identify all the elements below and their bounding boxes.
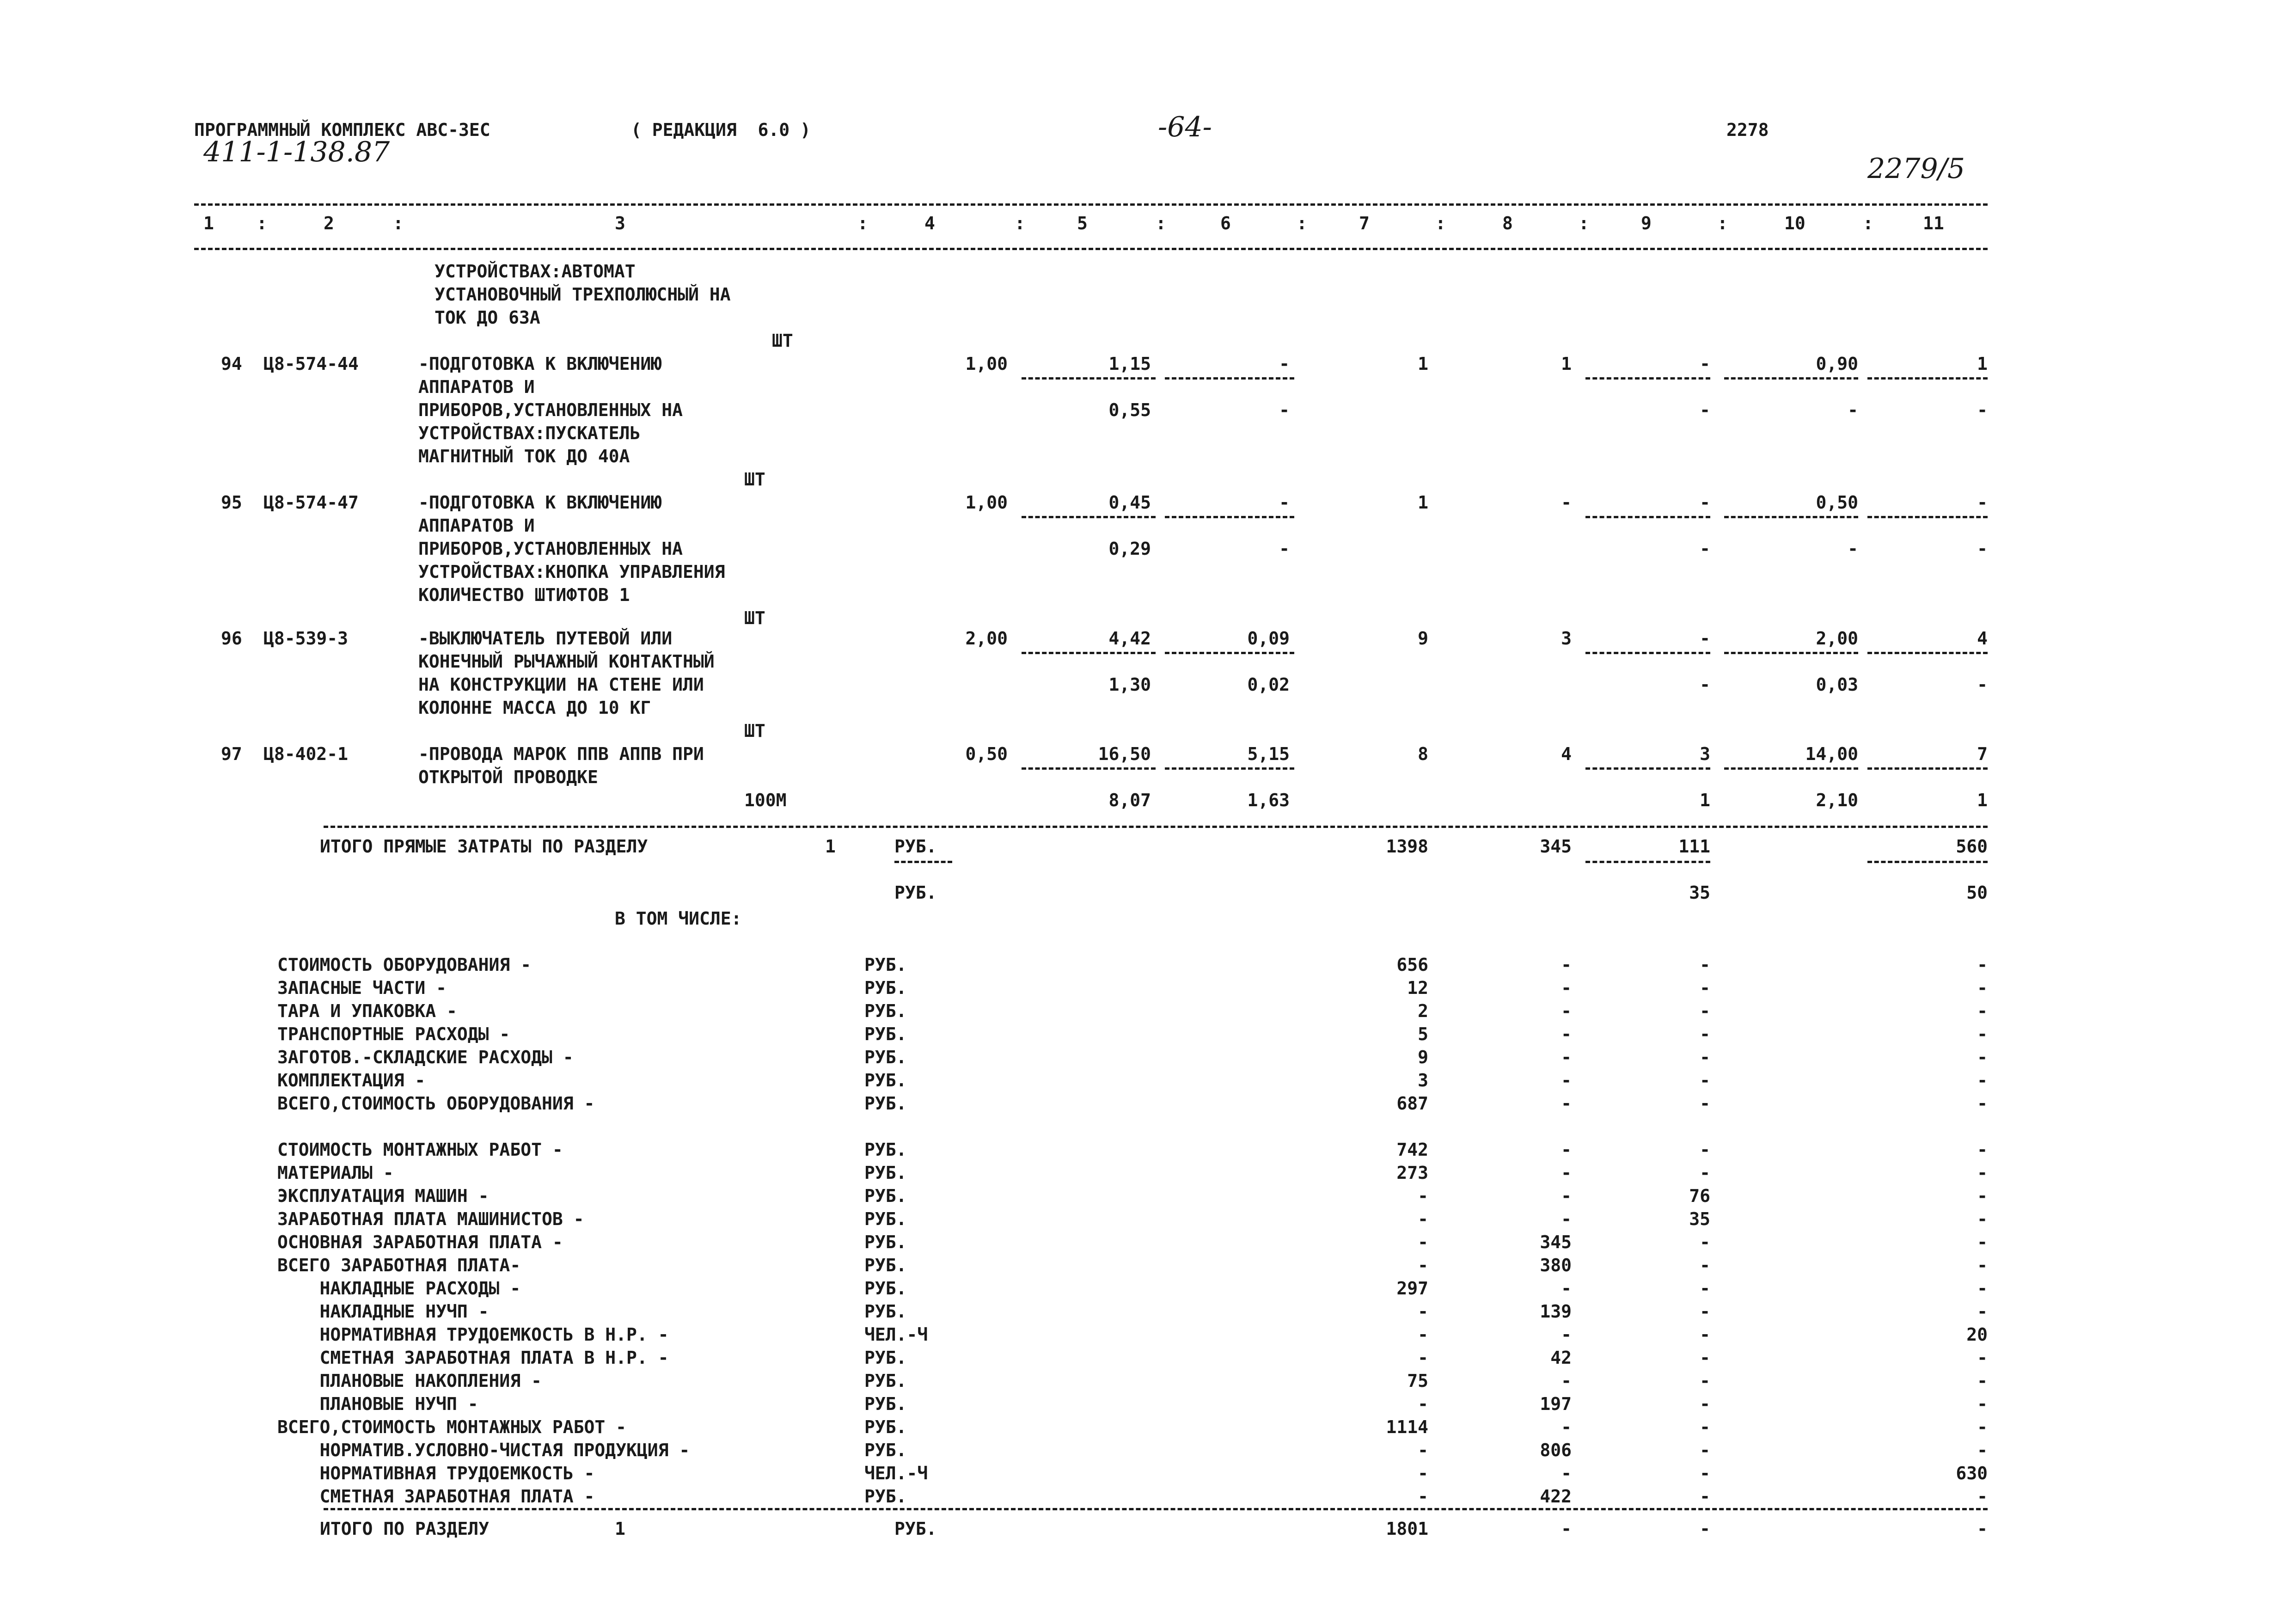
section-total-unit: РУБ.	[894, 882, 937, 903]
breakdown-c7: 5	[1418, 1024, 1428, 1044]
breakdown-c9: -	[1700, 1278, 1710, 1299]
breakdown-c7: 273	[1396, 1163, 1428, 1183]
breakdown-label: ВСЕГО ЗАРАБОТНАЯ ПЛАТА-	[277, 1255, 521, 1275]
breakdown-unit: ЧЕЛ.-Ч	[864, 1324, 928, 1345]
item-number: 96	[221, 628, 242, 649]
breakdown-c9: 35	[1689, 1209, 1710, 1229]
item-c7: 9	[1418, 628, 1428, 649]
breakdown-c7: -	[1418, 1232, 1428, 1252]
breakdown-c8: -	[1561, 1463, 1572, 1483]
breakdown-label: СМЕТНАЯ ЗАРАБОТНАЯ ПЛАТА -	[277, 1486, 595, 1507]
section-total-c9b: 35	[1689, 882, 1710, 903]
sheet-number: 2278	[1726, 120, 1769, 140]
breakdown-c8: 806	[1540, 1440, 1572, 1460]
column-separator: :	[1297, 213, 1307, 233]
sub-rule	[1585, 767, 1710, 770]
breakdown-c8: -	[1561, 1070, 1572, 1091]
item-c6b: 0,02	[1247, 674, 1290, 695]
breakdown-label: МАТЕРИАЛЫ -	[277, 1163, 394, 1183]
item-description-line: АППАРАТОВ И	[418, 515, 535, 536]
breakdown-c8: -	[1561, 955, 1572, 975]
section-total-rule	[324, 826, 1988, 828]
sub-rule	[1022, 377, 1156, 380]
breakdown-c8: -	[1561, 1093, 1572, 1114]
item-c11: 7	[1977, 744, 1988, 764]
item-description-line: КОЛИЧЕСТВО ШТИФТОВ 1	[418, 585, 630, 605]
sub-rule	[894, 861, 952, 863]
item-c10: 0,90	[1816, 354, 1858, 374]
section-total-c11: 560	[1956, 836, 1988, 857]
sub-rule	[1867, 767, 1988, 770]
item-c10: 0,50	[1816, 492, 1858, 513]
breakdown-c9: -	[1700, 1371, 1710, 1391]
item-description-line: ПРИБОРОВ,УСТАНОВЛЕННЫХ НА	[418, 400, 683, 420]
breakdown-c8: 139	[1540, 1301, 1572, 1322]
breakdown-c11: -	[1977, 1417, 1988, 1437]
breakdown-unit: РУБ.	[864, 1486, 907, 1507]
column-header-9: 9	[1641, 213, 1652, 233]
breakdown-c11: -	[1977, 1024, 1988, 1044]
breakdown-c11: -	[1977, 1186, 1988, 1206]
item-c10b: -	[1848, 400, 1858, 420]
item-description-line: ОТКРЫТОЙ ПРОВОДКЕ	[418, 767, 598, 787]
breakdown-unit: ЧЕЛ.-Ч	[864, 1463, 928, 1483]
breakdown-c11: 630	[1956, 1463, 1988, 1483]
section-total-label: ИТОГО ПРЯМЫЕ ЗАТРАТЫ ПО РАЗДЕЛУ	[320, 836, 648, 857]
item-c9: -	[1700, 492, 1710, 513]
item-c10b: 2,10	[1816, 790, 1858, 810]
item-description-line: КОНЕЧНЫЙ РЫЧАЖНЫЙ КОНТАКТНЫЙ	[418, 651, 715, 672]
breakdown-label: ЗАРАБОТНАЯ ПЛАТА МАШИНИСТОВ -	[277, 1209, 584, 1229]
sub-rule	[1165, 767, 1294, 770]
sub-rule	[1165, 516, 1294, 518]
program-title: ПРОГРАММНЫЙ КОМПЛЕКС АВС-3ЕС	[194, 120, 490, 140]
breakdown-c7: -	[1418, 1301, 1428, 1322]
section-total-c7: 1398	[1386, 836, 1428, 857]
item-c11b: -	[1977, 400, 1988, 420]
breakdown-c11: -	[1977, 1163, 1988, 1183]
breakdown-c7: 2	[1418, 1001, 1428, 1021]
breakdown-label: КОМПЛЕКТАЦИЯ -	[277, 1070, 426, 1091]
breakdown-unit: РУБ.	[864, 1255, 907, 1275]
column-separator: :	[1435, 213, 1446, 233]
item-c9: -	[1700, 628, 1710, 649]
sub-rule	[1585, 861, 1710, 863]
column-header-6: 6	[1220, 213, 1231, 233]
breakdown-c11: -	[1977, 1070, 1988, 1091]
breakdown-c9: 76	[1689, 1186, 1710, 1206]
item-description-line: КОЛОННЕ МАССА ДО 10 КГ	[418, 698, 651, 718]
item-c10: 14,00	[1805, 744, 1858, 764]
item-c6b: 1,63	[1247, 790, 1290, 810]
final-total-unit: РУБ.	[894, 1519, 937, 1539]
final-total-c9: -	[1700, 1519, 1710, 1539]
breakdown-c11: -	[1977, 1232, 1988, 1252]
item-c5: 0,45	[1108, 492, 1151, 513]
sub-rule	[1724, 377, 1858, 380]
item-c5: 4,42	[1108, 628, 1151, 649]
item-c11: 4	[1977, 628, 1988, 649]
item-c10b: 0,03	[1816, 674, 1858, 695]
breakdown-unit: РУБ.	[864, 1371, 907, 1391]
breakdown-label: СТОИМОСТЬ ОБОРУДОВАНИЯ -	[277, 955, 532, 975]
breakdown-c8: -	[1561, 978, 1572, 998]
breakdown-label: ВСЕГО,СТОИМОСТЬ МОНТАЖНЫХ РАБОТ -	[277, 1417, 626, 1437]
breakdown-c9: -	[1700, 1463, 1710, 1483]
breakdown-label: ТАРА И УПАКОВКА -	[277, 1001, 457, 1021]
item-code: Ц8-539-3	[263, 628, 349, 649]
item-number: 95	[221, 492, 242, 513]
item-c11b: -	[1977, 539, 1988, 559]
item-c5b: 0,55	[1108, 400, 1151, 420]
breakdown-c8: 197	[1540, 1394, 1572, 1414]
sub-rule	[1867, 377, 1988, 380]
item-c8: -	[1561, 492, 1572, 513]
breakdown-c7: 3	[1418, 1070, 1428, 1091]
breakdown-c8: 345	[1540, 1232, 1572, 1252]
edition-label: ( РЕДАКЦИЯ 6.0 )	[631, 120, 811, 140]
breakdown-c7: -	[1418, 1209, 1428, 1229]
breakdown-c7: -	[1418, 1348, 1428, 1368]
breakdown-c9: -	[1700, 1024, 1710, 1044]
breakdown-unit: РУБ.	[864, 1232, 907, 1252]
item-c6: -	[1279, 492, 1290, 513]
breakdown-label: ВСЕГО,СТОИМОСТЬ ОБОРУДОВАНИЯ -	[277, 1093, 595, 1114]
final-total-rule	[324, 1508, 1988, 1510]
sub-rule	[1585, 516, 1710, 518]
item-description-line: ПРИБОРОВ,УСТАНОВЛЕННЫХ НА	[418, 539, 683, 559]
breakdown-c8: -	[1561, 1047, 1572, 1067]
breakdown-c11: -	[1977, 1093, 1988, 1114]
breakdown-c11: -	[1977, 1140, 1988, 1160]
item-code: Ц8-574-44	[263, 354, 359, 374]
item-c6: 0,09	[1247, 628, 1290, 649]
breakdown-c8: 422	[1540, 1486, 1572, 1507]
breakdown-c8: -	[1561, 1417, 1572, 1437]
column-header-2: 2	[324, 213, 334, 233]
section-total-c9: 111	[1678, 836, 1710, 857]
breakdown-unit: РУБ.	[864, 1047, 907, 1067]
sub-rule	[1022, 767, 1156, 770]
breakdown-c9: -	[1700, 1047, 1710, 1067]
breakdown-label: НАКЛАДНЫЕ РАСХОДЫ -	[277, 1278, 521, 1299]
column-separator: :	[1579, 213, 1589, 233]
breakdown-c8: -	[1561, 1209, 1572, 1229]
breakdown-label: ЭКСПЛУАТАЦИЯ МАШИН -	[277, 1186, 489, 1206]
column-header-1: 1	[203, 213, 214, 233]
column-separator: :	[857, 213, 868, 233]
breakdown-unit: РУБ.	[864, 1070, 907, 1091]
sub-rule	[1022, 516, 1156, 518]
column-header-5: 5	[1077, 213, 1088, 233]
lead-description-line: УСТАНОВОЧНЫЙ ТРЕХПОЛЮСНЫЙ НА	[435, 284, 731, 305]
item-number: 94	[221, 354, 242, 374]
item-c4: 2,00	[965, 628, 1008, 649]
breakdown-c7: -	[1418, 1440, 1428, 1460]
breakdown-c9: -	[1700, 1486, 1710, 1507]
breakdown-c9: -	[1700, 1070, 1710, 1091]
item-c6b: -	[1279, 400, 1290, 420]
item-c9: -	[1700, 354, 1710, 374]
item-c6b: -	[1279, 539, 1290, 559]
column-separator: :	[393, 213, 404, 233]
breakdown-c7: -	[1418, 1324, 1428, 1345]
breakdown-label: ТРАНСПОРТНЫЕ РАСХОДЫ -	[277, 1024, 510, 1044]
breakdown-c8: -	[1561, 1278, 1572, 1299]
column-header-7: 7	[1359, 213, 1370, 233]
breakdown-label: НОРМАТИВНАЯ ТРУДОЕМКОСТЬ В Н.Р. -	[277, 1324, 669, 1345]
final-total-c11: -	[1977, 1519, 1988, 1539]
item-c8: 4	[1561, 744, 1572, 764]
breakdown-c11: -	[1977, 1278, 1988, 1299]
breakdown-unit: РУБ.	[864, 1209, 907, 1229]
item-description-line: -ПОДГОТОВКА К ВКЛЮЧЕНИЮ	[418, 492, 662, 513]
breakdown-c9: -	[1700, 1093, 1710, 1114]
breakdown-c8: -	[1561, 1140, 1572, 1160]
section-total-unit: РУБ.	[894, 836, 937, 857]
section-number: 1	[825, 836, 836, 857]
breakdown-c7: 9	[1418, 1047, 1428, 1067]
column-header-11: 11	[1923, 213, 1944, 233]
item-c9b: -	[1700, 674, 1710, 695]
item-c6: 5,15	[1247, 744, 1290, 764]
item-description-line: -ВЫКЛЮЧАТЕЛЬ ПУТЕВОЙ ИЛИ	[418, 628, 673, 649]
breakdown-c8: -	[1561, 1371, 1572, 1391]
breakdown-unit: РУБ.	[864, 978, 907, 998]
breakdown-c7: -	[1418, 1255, 1428, 1275]
breakdown-unit: РУБ.	[864, 1001, 907, 1021]
item-code: Ц8-574-47	[263, 492, 359, 513]
item-c11: -	[1977, 492, 1988, 513]
breakdown-unit: РУБ.	[864, 1163, 907, 1183]
item-unit: ШТ	[744, 469, 765, 490]
breakdown-label: НОРМАТИВНАЯ ТРУДОЕМКОСТЬ -	[277, 1463, 595, 1483]
breakdown-unit: РУБ.	[864, 955, 907, 975]
breakdown-c9: -	[1700, 1232, 1710, 1252]
item-c11: 1	[1977, 354, 1988, 374]
breakdown-c7: -	[1418, 1463, 1428, 1483]
item-c5b: 8,07	[1108, 790, 1151, 810]
item-c10b: -	[1848, 539, 1858, 559]
breakdown-c11: -	[1977, 1371, 1988, 1391]
item-c9: 3	[1700, 744, 1710, 764]
breakdown-label: ЗАПАСНЫЕ ЧАСТИ -	[277, 978, 447, 998]
item-c9b: -	[1700, 400, 1710, 420]
column-separator: :	[1863, 213, 1873, 233]
breakdown-c7: -	[1418, 1486, 1428, 1507]
breakdown-c8: -	[1561, 1163, 1572, 1183]
item-c5: 16,50	[1098, 744, 1151, 764]
breakdown-c9: -	[1700, 1140, 1710, 1160]
breakdown-c9: -	[1700, 1440, 1710, 1460]
item-c5b: 1,30	[1108, 674, 1151, 695]
breakdown-label: ПЛАНОВЫЕ НАКОПЛЕНИЯ -	[277, 1371, 542, 1391]
breakdown-label: НАКЛАДНЫЕ НУЧП -	[277, 1301, 489, 1322]
section-total-c11b: 50	[1966, 882, 1988, 903]
breakdown-c8: 380	[1540, 1255, 1572, 1275]
column-separator: :	[1717, 213, 1728, 233]
item-description-line: МАГНИТНЫЙ ТОК ДО 40А	[418, 446, 630, 466]
column-header-8: 8	[1502, 213, 1513, 233]
header-bottom-rule	[194, 248, 1988, 250]
breakdown-c8: -	[1561, 1001, 1572, 1021]
final-total-label: ИТОГО ПО РАЗДЕЛУ	[320, 1519, 490, 1539]
breakdown-unit: РУБ.	[864, 1186, 907, 1206]
breakdown-c11: -	[1977, 1001, 1988, 1021]
item-number: 97	[221, 744, 242, 764]
item-c9b: 1	[1700, 790, 1710, 810]
sub-rule	[1724, 652, 1858, 654]
breakdown-c11: -	[1977, 1348, 1988, 1368]
item-description-line: НА КОНСТРУКЦИИ НА СТЕНЕ ИЛИ	[418, 674, 704, 695]
column-separator: :	[1015, 213, 1025, 233]
item-c7: 1	[1418, 492, 1428, 513]
item-c7: 1	[1418, 354, 1428, 374]
breakdown-label: СМЕТНАЯ ЗАРАБОТНАЯ ПЛАТА В Н.Р. -	[277, 1348, 669, 1368]
breakdown-unit: РУБ.	[864, 1301, 907, 1322]
breakdown-c9: -	[1700, 978, 1710, 998]
breakdown-c9: -	[1700, 1255, 1710, 1275]
project-code: 411-1-138.87	[203, 136, 390, 168]
breakdown-c7: 742	[1396, 1140, 1428, 1160]
item-c7: 8	[1418, 744, 1428, 764]
breakdown-label: ПЛАНОВЫЕ НУЧП -	[277, 1394, 478, 1414]
item-c4: 0,50	[965, 744, 1008, 764]
item-c8: 1	[1561, 354, 1572, 374]
breakdown-c7: 1114	[1386, 1417, 1428, 1437]
breakdown-c8: 42	[1550, 1348, 1572, 1368]
item-c8: 3	[1561, 628, 1572, 649]
breakdown-c11: -	[1977, 1255, 1988, 1275]
breakdown-c7: -	[1418, 1186, 1428, 1206]
breakdown-unit: РУБ.	[864, 1140, 907, 1160]
item-c5b: 0,29	[1108, 539, 1151, 559]
breakdown-c11: -	[1977, 1209, 1988, 1229]
item-c6: -	[1279, 354, 1290, 374]
lead-description-line: УСТРОЙСТВАХ:АВТОМАТ	[435, 261, 636, 282]
item-description-line: УСТРОЙСТВАХ:ПУСКАТЕЛЬ	[418, 423, 641, 443]
sub-rule	[1165, 652, 1294, 654]
breakdown-c9: -	[1700, 1394, 1710, 1414]
breakdown-c8: -	[1561, 1186, 1572, 1206]
item-c10: 2,00	[1816, 628, 1858, 649]
column-header-10: 10	[1784, 213, 1805, 233]
breakdown-unit: РУБ.	[864, 1093, 907, 1114]
sub-rule	[1724, 516, 1858, 518]
sub-rule	[1867, 652, 1988, 654]
item-c4: 1,00	[965, 354, 1008, 374]
breakdown-c8: -	[1561, 1024, 1572, 1044]
breakdown-c9: -	[1700, 1324, 1710, 1345]
breakdown-c11: -	[1977, 1301, 1988, 1322]
column-header-4: 4	[924, 213, 935, 233]
breakdown-c7: -	[1418, 1394, 1428, 1414]
column-separator: :	[1156, 213, 1166, 233]
breakdown-c8: -	[1561, 1324, 1572, 1345]
breakdown-c9: -	[1700, 1417, 1710, 1437]
sub-rule	[1165, 377, 1294, 380]
breakdown-c7: 687	[1396, 1093, 1428, 1114]
section-total-c8: 345	[1540, 836, 1572, 857]
item-c11b: -	[1977, 674, 1988, 695]
breakdown-c11: -	[1977, 1486, 1988, 1507]
breakdown-c11: -	[1977, 1440, 1988, 1460]
item-description-line: -ПРОВОДА МАРОК ППВ АППВ ПРИ	[418, 744, 704, 764]
breakdown-c7: 75	[1407, 1371, 1428, 1391]
section-number: 1	[615, 1519, 625, 1539]
final-total-c8: -	[1561, 1519, 1572, 1539]
item-description-line: -ПОДГОТОВКА К ВКЛЮЧЕНИЮ	[418, 354, 662, 374]
breakdown-c11: -	[1977, 1047, 1988, 1067]
final-total-c7: 1801	[1386, 1519, 1428, 1539]
item-c4: 1,00	[965, 492, 1008, 513]
breakdown-c9: -	[1700, 1348, 1710, 1368]
lead-description-line: ТОК ДО 63А	[435, 307, 540, 328]
breakdown-unit: РУБ.	[864, 1394, 907, 1414]
breakdown-c7: 12	[1407, 978, 1428, 998]
sub-rule	[1724, 767, 1858, 770]
sub-rule	[1585, 652, 1710, 654]
breakdown-label: НОРМАТИВ.УСЛОВНО-ЧИСТАЯ ПРОДУКЦИЯ -	[277, 1440, 690, 1460]
sub-rule	[1585, 377, 1710, 380]
item-c11b: 1	[1977, 790, 1988, 810]
page-number: -64-	[1158, 111, 1212, 143]
sub-rule	[1022, 652, 1156, 654]
sub-rule	[1867, 516, 1988, 518]
breakdown-c7: 656	[1396, 955, 1428, 975]
breakdown-unit: РУБ.	[864, 1024, 907, 1044]
including-label: В ТОМ ЧИСЛЕ:	[615, 908, 742, 929]
breakdown-c9: -	[1700, 1301, 1710, 1322]
item-code: Ц8-402-1	[263, 744, 349, 764]
breakdown-unit: РУБ.	[864, 1278, 907, 1299]
breakdown-label: СТОИМОСТЬ МОНТАЖНЫХ РАБОТ -	[277, 1140, 563, 1160]
breakdown-c9: -	[1700, 1163, 1710, 1183]
breakdown-unit: РУБ.	[864, 1348, 907, 1368]
breakdown-c11: 20	[1966, 1324, 1988, 1345]
item-unit: ШТ	[744, 721, 765, 741]
item-description-line: УСТРОЙСТВАХ:КНОПКА УПРАВЛЕНИЯ	[418, 562, 725, 582]
header-top-rule	[194, 203, 1988, 206]
item-c9b: -	[1700, 539, 1710, 559]
breakdown-label: ОСНОВНАЯ ЗАРАБОТНАЯ ПЛАТА -	[277, 1232, 563, 1252]
breakdown-c7: 297	[1396, 1278, 1428, 1299]
breakdown-c11: -	[1977, 978, 1988, 998]
lead-unit: ШТ	[772, 331, 793, 351]
item-c5: 1,15	[1108, 354, 1151, 374]
breakdown-label: ЗАГОТОВ.-СКЛАДСКИЕ РАСХОДЫ -	[277, 1047, 574, 1067]
column-header-3: 3	[615, 213, 625, 233]
sheet-mark: 2279/5	[1867, 153, 1965, 185]
item-description-line: АППАРАТОВ И	[418, 377, 535, 397]
item-unit: 100М	[744, 790, 787, 810]
breakdown-unit: РУБ.	[864, 1417, 907, 1437]
breakdown-c9: -	[1700, 1001, 1710, 1021]
breakdown-c11: -	[1977, 1394, 1988, 1414]
breakdown-c11: -	[1977, 955, 1988, 975]
sub-rule	[1867, 861, 1988, 863]
item-unit: ШТ	[744, 608, 765, 628]
column-separator: :	[257, 213, 267, 233]
breakdown-c9: -	[1700, 955, 1710, 975]
breakdown-unit: РУБ.	[864, 1440, 907, 1460]
